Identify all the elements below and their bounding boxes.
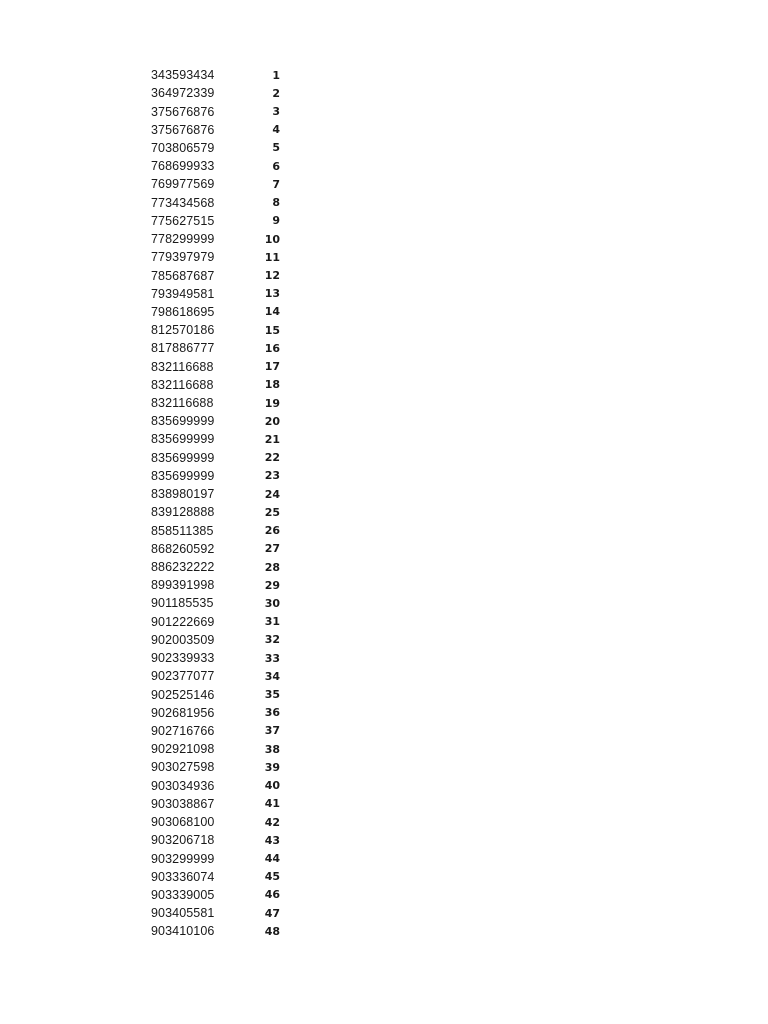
row-index: 41 [264, 797, 280, 811]
list-row [151, 722, 291, 740]
phone-number: 364972339 [151, 86, 215, 101]
row-index: 30 [264, 596, 280, 610]
phone-number: 793949581 [151, 286, 215, 301]
list-row [151, 248, 291, 266]
phone-number: 902921098 [151, 742, 215, 757]
row-index: 39 [264, 760, 280, 774]
phone-number: 901222669 [151, 614, 215, 629]
phone-number: 902003509 [151, 632, 215, 647]
list-row [151, 303, 291, 321]
row-index: 4 [272, 123, 280, 137]
phone-number: 902525146 [151, 687, 215, 702]
row-index: 44 [264, 852, 280, 866]
list-row [151, 904, 291, 922]
list-row [151, 339, 291, 357]
row-index: 19 [264, 396, 280, 410]
phone-number: 903206718 [151, 833, 215, 848]
list-row [151, 685, 291, 703]
row-index: 48 [264, 924, 280, 938]
row-index: 8 [272, 196, 280, 210]
phone-number: 798618695 [151, 304, 215, 319]
list-row [151, 868, 291, 886]
phone-number: 375676876 [151, 122, 215, 137]
phone-number: 886232222 [151, 560, 215, 575]
phone-number: 868260592 [151, 541, 215, 556]
row-index: 7 [272, 177, 280, 191]
row-index: 18 [264, 378, 280, 392]
list-row [151, 358, 291, 376]
phone-number: 832116688 [151, 359, 214, 374]
phone-number: 902377077 [151, 669, 215, 684]
list-row [151, 139, 291, 157]
list-row [151, 121, 291, 139]
list-row [151, 503, 291, 521]
phone-number: 812570186 [151, 323, 215, 338]
phone-number: 903299999 [151, 851, 215, 866]
list-row [151, 667, 291, 685]
phone-number: 903336074 [151, 869, 215, 884]
phone-number: 839128888 [151, 505, 215, 520]
row-index: 25 [264, 505, 280, 519]
row-index: 31 [264, 615, 280, 629]
list-row [151, 594, 291, 612]
phone-number: 768699933 [151, 159, 215, 174]
phone-number: 902716766 [151, 723, 215, 738]
list-row [151, 266, 291, 284]
row-index: 38 [264, 742, 280, 756]
list-row [151, 321, 291, 339]
phone-number: 903410106 [151, 924, 215, 939]
list-row [151, 84, 291, 102]
phone-number: 835699999 [151, 450, 215, 465]
list-row [151, 849, 291, 867]
list-row [151, 777, 291, 795]
list-row [151, 649, 291, 667]
phone-number: 343593434 [151, 68, 215, 83]
phone-number: 902339933 [151, 651, 215, 666]
list-row [151, 157, 291, 175]
list-row [151, 576, 291, 594]
list-row [151, 831, 291, 849]
list-row [151, 175, 291, 193]
row-index: 11 [264, 250, 280, 264]
row-index: 23 [264, 469, 280, 483]
list-row [151, 922, 291, 940]
phone-number: 832116688 [151, 377, 214, 392]
row-index: 27 [264, 542, 280, 556]
row-index: 13 [264, 287, 280, 301]
phone-number: 903405581 [151, 906, 215, 921]
row-index: 28 [264, 560, 280, 574]
row-index: 5 [272, 141, 280, 155]
phone-number: 769977569 [151, 177, 215, 192]
phone-number: 899391998 [151, 578, 215, 593]
row-index: 26 [264, 524, 280, 538]
row-index: 40 [264, 779, 280, 793]
row-index: 46 [264, 888, 280, 902]
row-index: 1 [272, 68, 280, 82]
phone-number: 835699999 [151, 414, 215, 429]
row-index: 47 [264, 906, 280, 920]
phone-number: 785687687 [151, 268, 215, 283]
row-index: 32 [264, 633, 280, 647]
list-row [151, 194, 291, 212]
phone-number: 902681956 [151, 705, 215, 720]
list-row [151, 212, 291, 230]
row-index: 14 [264, 305, 280, 319]
row-index: 6 [272, 159, 280, 173]
row-index: 34 [264, 669, 280, 683]
row-index: 22 [264, 451, 280, 465]
phone-number: 835699999 [151, 468, 215, 483]
list-row [151, 540, 291, 558]
phone-number: 779397979 [151, 250, 215, 265]
list-row [151, 613, 291, 631]
list-row [151, 558, 291, 576]
row-index: 21 [264, 432, 280, 446]
list-row [151, 886, 291, 904]
phone-number: 835699999 [151, 432, 215, 447]
phone-number: 775627515 [151, 213, 215, 228]
row-index: 45 [264, 870, 280, 884]
list-row [151, 449, 291, 467]
list-row [151, 230, 291, 248]
list-row [151, 795, 291, 813]
list-row [151, 285, 291, 303]
list-row [151, 485, 291, 503]
row-index: 10 [264, 232, 280, 246]
row-index: 37 [264, 724, 280, 738]
phone-number: 703806579 [151, 140, 215, 155]
list-row [151, 412, 291, 430]
row-index: 20 [264, 414, 280, 428]
phone-number: 903027598 [151, 760, 215, 775]
row-index: 36 [264, 706, 280, 720]
row-index: 43 [264, 833, 280, 847]
row-index: 16 [264, 341, 280, 355]
list-row [151, 467, 291, 485]
phone-number: 773434568 [151, 195, 215, 210]
row-index: 33 [264, 651, 280, 665]
row-index: 9 [272, 214, 280, 228]
phone-number: 778299999 [151, 232, 215, 247]
row-index: 15 [264, 323, 280, 337]
row-index: 12 [264, 269, 280, 283]
list-row [151, 102, 291, 120]
list-row [151, 740, 291, 758]
phone-number: 903034936 [151, 778, 215, 793]
phone-number: 903068100 [151, 815, 215, 830]
row-index: 3 [272, 105, 280, 119]
list-row [151, 704, 291, 722]
phone-number: 375676876 [151, 104, 215, 119]
row-index: 42 [264, 815, 280, 829]
phone-number: 903339005 [151, 887, 215, 902]
row-index: 17 [264, 360, 280, 374]
row-index: 24 [264, 487, 280, 501]
list-row [151, 394, 291, 412]
phone-number: 901185535 [151, 596, 214, 611]
list-row [151, 758, 291, 776]
row-index: 35 [264, 688, 280, 702]
phone-number: 817886777 [151, 341, 215, 356]
list-row [151, 430, 291, 448]
list-row [151, 813, 291, 831]
list-row [151, 376, 291, 394]
list-row [151, 521, 291, 539]
row-index: 29 [264, 578, 280, 592]
phone-number: 903038867 [151, 796, 215, 811]
list-row [151, 66, 291, 84]
phone-number: 832116688 [151, 396, 214, 411]
list-row [151, 631, 291, 649]
row-index: 2 [272, 86, 280, 100]
phone-number: 858511385 [151, 523, 214, 538]
phone-number: 838980197 [151, 487, 215, 502]
number-list [151, 66, 291, 941]
